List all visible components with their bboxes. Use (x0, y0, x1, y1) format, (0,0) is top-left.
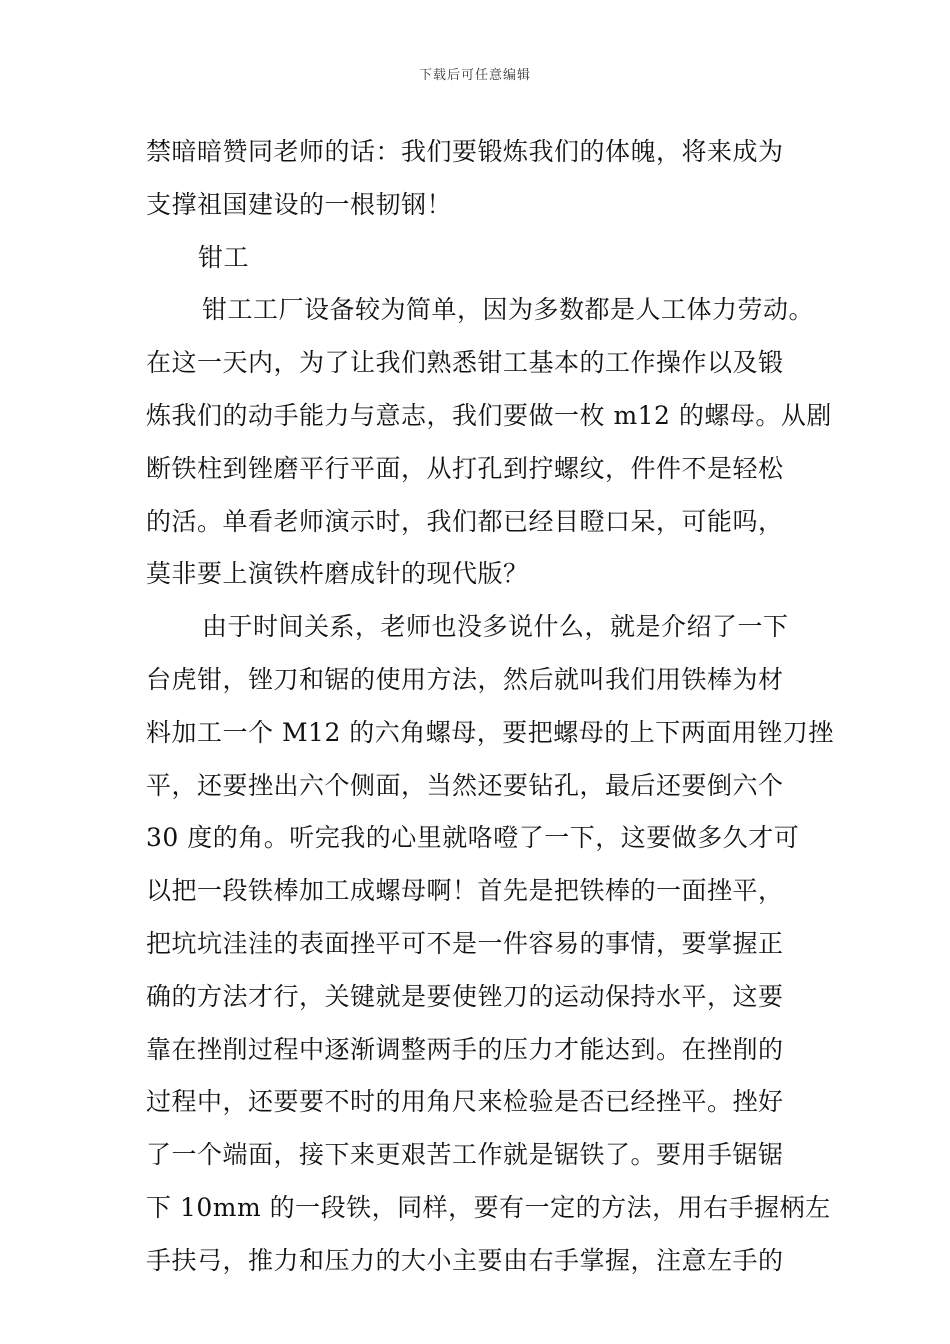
section-heading: 钳工 (198, 242, 250, 272)
text-line: 断铁柱到锉磨平行平面，从打孔到拧螺纹，件件不是轻松 (146, 453, 784, 483)
text-line: 由于时间关系，老师也没多说什么，就是介绍了一下 (202, 612, 789, 642)
page-header: 下载后可任意编辑 (418, 68, 531, 83)
text-line: 钳工工厂设备较为简单，因为多数都是人工体力劳动。 (202, 295, 815, 325)
text-line: 确的方法才行，关键就是要使锉刀的运动保持水平，这要 (146, 981, 784, 1011)
text-line: 炼我们的动手能力与意志，我们要做一枚 m12 的螺母。从剧 (146, 400, 832, 430)
text-line: 莫非要上演铁杵磨成针的现代版？ (146, 559, 529, 589)
text-line: 30 度的角。听完我的心里就咯噔了一下，这要做多久才可 (146, 823, 800, 853)
text-line: 支撑祖国建设的一根韧钢！ (146, 189, 453, 219)
text-line: 的活。单看老师演示时，我们都已经目瞪口呆，可能吗， (146, 506, 784, 536)
text-line: 手扶弓，推力和压力的大小主要由右手掌握，注意左手的 (146, 1245, 784, 1275)
text-line: 下 10mm 的一段铁，同样，要有一定的方法，用右手握柄左 (146, 1192, 831, 1222)
text-line: 以把一段铁棒加工成螺母啊！首先是把铁棒的一面挫平， (146, 876, 784, 906)
text-line: 平，还要挫出六个侧面，当然还要钻孔，最后还要倒六个 (146, 770, 784, 800)
text-line: 把坑坑洼洼的表面挫平可不是一件容易的事情，要掌握正 (146, 928, 784, 958)
text-line: 禁暗暗赞同老师的话：我们要锻炼我们的体魄，将来成为 (146, 137, 784, 166)
text-line: 过程中，还要要不时的用角尺来检验是否已经挫平。挫好 (146, 1087, 784, 1117)
text-line: 在这一天内，为了让我们熟悉钳工基本的工作操作以及锻 (146, 348, 784, 378)
text-line: 了一个端面，接下来更艰苦工作就是锯铁了。要用手锯锯 (146, 1140, 784, 1170)
text-line: 台虎钳，锉刀和锯的使用方法，然后就叫我们用铁棒为材 (146, 664, 784, 694)
text-line: 料加工一个 M12 的六角螺母，要把螺母的上下两面用锉刀挫 (146, 717, 834, 747)
text-line: 靠在挫削过程中逐渐调整两手的压力才能达到。在挫削的 (146, 1034, 784, 1064)
document-body (146, 126, 834, 1288)
